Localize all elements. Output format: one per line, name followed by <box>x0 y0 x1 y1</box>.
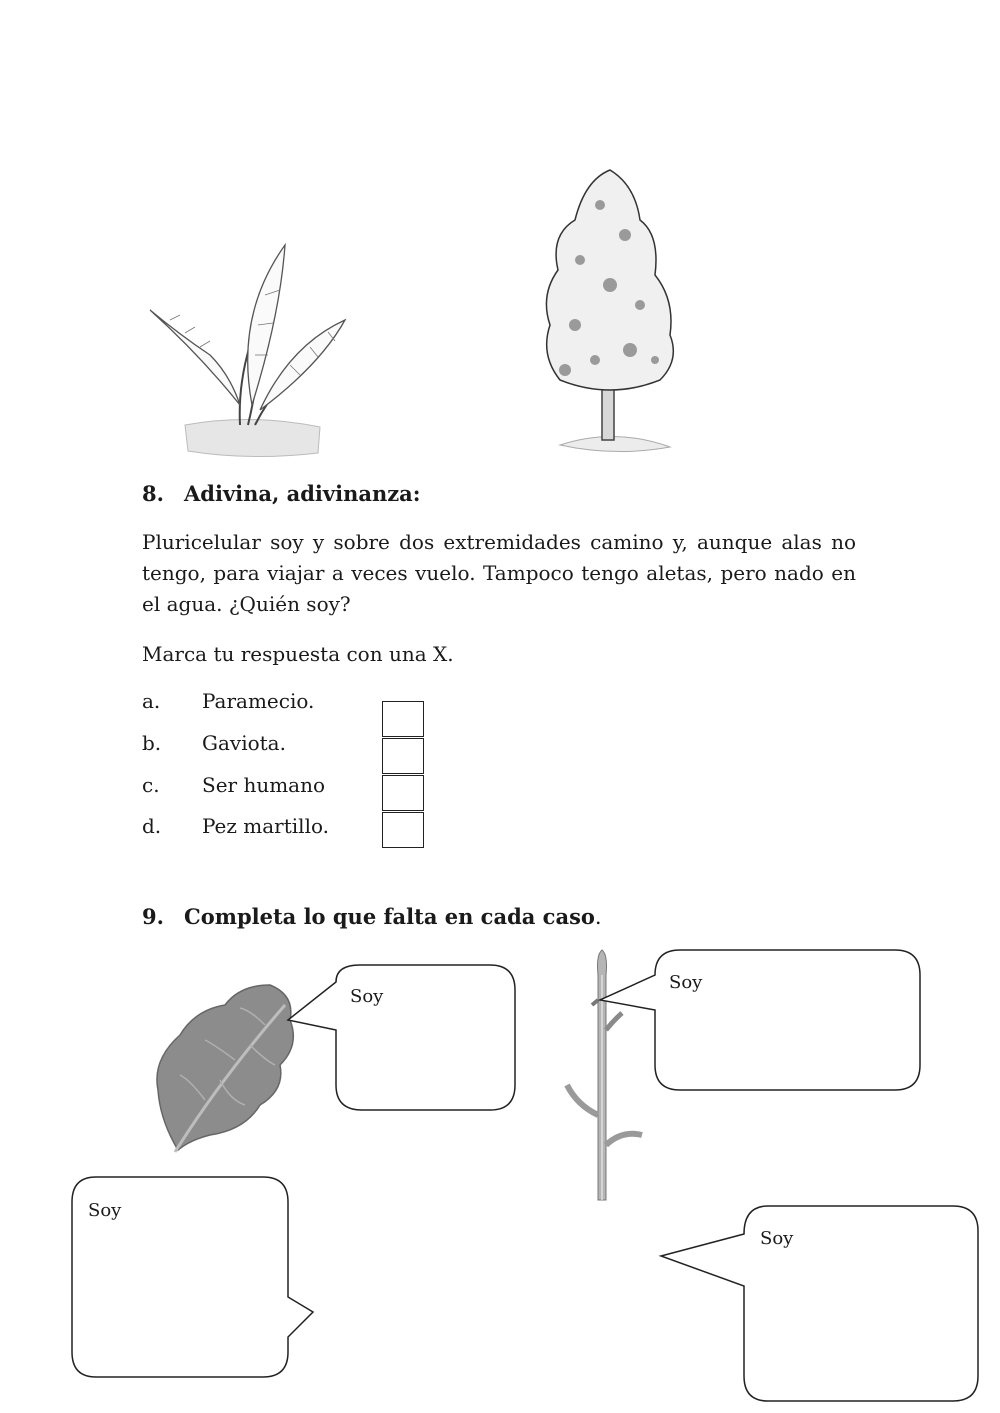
option-text: Pez martillo. <box>202 814 330 838</box>
option-letter: b. <box>142 731 162 755</box>
bubble-bottom-right-label: Soy <box>760 1228 794 1249</box>
question-title: Adivina, adivinanza: <box>184 481 421 506</box>
question-8-heading <box>142 481 421 506</box>
option-c <box>142 773 325 797</box>
tree-illustration <box>540 165 690 465</box>
answer-box-d[interactable] <box>382 812 424 848</box>
bubble-bottom-left-label: Soy <box>88 1200 122 1221</box>
option-a <box>142 689 314 713</box>
speech-bubble-bottom-right[interactable] <box>658 1201 983 1406</box>
bubble-stem-label: Soy <box>669 972 703 993</box>
answer-box-a[interactable] <box>382 701 424 737</box>
option-text: Ser humano <box>202 773 326 797</box>
riddle-text: Pluricelular soy y sobre dos extremidades camino y, aunque alas no tengo, para viajar a veces vuelo. Tampoco tengo aletas, pero nado en el agua. ¿Quién soy? <box>142 530 856 616</box>
option-text: Gaviota. <box>202 731 286 755</box>
instruction-text: Marca tu respuesta con una X. <box>142 642 454 666</box>
question-title: Completa lo que falta en cada caso <box>184 904 595 929</box>
option-letter: c. <box>142 773 160 797</box>
bubble-leaf-label: Soy <box>350 986 384 1007</box>
option-letter: a. <box>142 689 161 713</box>
question-title-period: . <box>594 905 602 929</box>
option-text: Paramecio. <box>202 689 315 713</box>
speech-bubble-stem[interactable] <box>595 945 925 1095</box>
question-number: 8. <box>142 481 164 506</box>
question-number: 9. <box>142 904 164 929</box>
question-9-heading <box>142 904 602 929</box>
speech-bubble-leaf[interactable] <box>280 960 520 1120</box>
answer-box-c[interactable] <box>382 775 424 811</box>
fern-illustration <box>140 235 360 465</box>
option-d <box>142 814 329 838</box>
option-letter: d. <box>142 814 162 838</box>
option-b <box>142 731 286 755</box>
answer-box-b[interactable] <box>382 738 424 774</box>
